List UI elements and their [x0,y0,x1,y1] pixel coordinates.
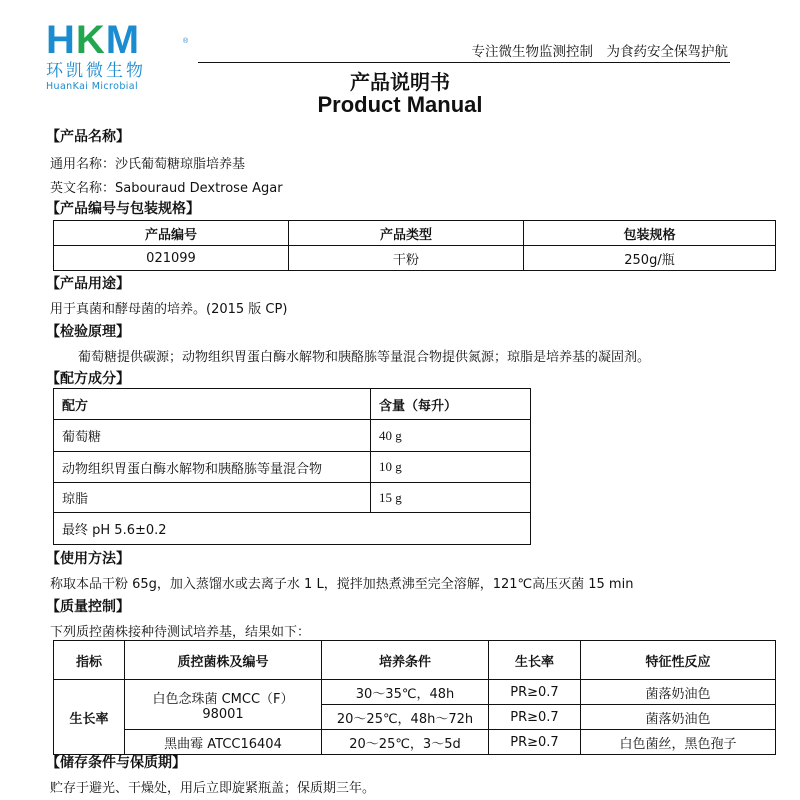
title-english: Product Manual [317,92,483,117]
formula-table [53,388,531,545]
product-type: 干粉 [289,246,524,271]
section-qc: 【质量控制】 [46,599,130,615]
english-name: 英文名称：Sabouraud Dextrose Agar [50,181,283,196]
header-reaction: 特征性反应 [581,641,776,680]
final-ph: 最终 pH 5.6±0.2 [54,513,531,545]
header-condition: 培养条件 [322,641,489,680]
method-text: 称取本品干粉 65g，加入蒸馏水或去离子水 1 L，搅拌加热煮沸至完全溶解，121℃高压灭菌 15 min [50,577,634,592]
condition-cell: 20～25℃，48h～72h [322,705,489,730]
strain-cell: 黑曲霉 ATCC16404 [125,730,322,755]
title-chinese: 产品说明书 [350,70,450,94]
header-type: 产品类型 [289,221,524,246]
company-slogan: 专注微生物监测控制 为食药安全保驾护航 [471,44,728,60]
condition-cell: 30～35℃，48h [322,680,489,705]
table-header-row [54,641,776,680]
ingredient-name: 动物组织胃蛋白酶水解物和胰酪胨等量混合物 [54,452,371,483]
storage-text: 贮存于避光、干燥处，用后立即旋紧瓶盖；保质期三年。 [50,781,376,796]
growth-rate-cell: PR≥0.7 [489,680,581,705]
table-row [54,483,531,513]
indicator-cell: 生长率 [54,680,125,755]
section-product-name: 【产品名称】 [46,129,130,145]
common-name: 通用名称：沙氏葡萄糖琼脂培养基 [50,157,246,172]
table-row [54,730,776,755]
logo-english-name: HuanKai Microbial [46,81,139,92]
table-header-row [54,389,531,420]
section-storage: 【储存条件与保质期】 [46,755,186,771]
section-method: 【使用方法】 [46,551,130,567]
header-growth-rate: 生长率 [489,641,581,680]
section-usage: 【产品用途】 [46,276,130,292]
header-amount: 含量（每升） [371,389,531,420]
table-row [54,452,531,483]
growth-rate-cell: PR≥0.7 [489,705,581,730]
usage-text: 用于真菌和酵母菌的培养。(2015 版 CP) [50,302,288,317]
section-code-pack: 【产品编号与包装规格】 [46,201,200,217]
package-spec: 250g/瓶 [524,246,776,271]
section-principle: 【检验原理】 [46,324,130,340]
table-row [54,420,531,452]
logo-mark: HKM ® [46,18,190,62]
ingredient-amount: 15 g [371,483,531,513]
strain-cell: 白色念珠菌 CMCC（F）98001 [125,680,322,730]
header-code: 产品编号 [54,221,289,246]
header-indicator: 指标 [54,641,125,680]
header-pack: 包装规格 [524,221,776,246]
header-divider [198,62,730,63]
table-row [54,680,776,705]
ingredient-amount: 40 g [371,420,531,452]
reaction-cell: 菌落奶油色 [581,705,776,730]
reaction-cell: 白色菌丝，黑色孢子 [581,730,776,755]
ingredient-name: 葡萄糖 [54,420,371,452]
header-strain: 质控菌株及编号 [125,641,322,680]
condition-cell: 20～25℃，3～5d [322,730,489,755]
principle-text: 葡萄糖提供碳源；动物组织胃蛋白酶水解物和胰酪胨等量混合物提供氮源；琼脂是培养基的凝固剂。 [78,350,651,365]
growth-rate-cell: PR≥0.7 [489,730,581,755]
product-code: 021099 [54,246,289,271]
ingredient-amount: 10 g [371,452,531,483]
qc-intro: 下列质控菌株接种待测试培养基，结果如下： [50,625,311,640]
ingredient-name: 琼脂 [54,483,371,513]
table-row [54,513,531,545]
qc-table [53,640,776,755]
table-row [54,246,776,271]
package-table [53,220,776,271]
section-formula: 【配方成分】 [46,371,130,387]
reaction-cell: 菌落奶油色 [581,680,776,705]
table-header-row [54,221,776,246]
header-ingredient: 配方 [54,389,371,420]
logo-chinese-name: 环凯微生物 [46,61,146,81]
